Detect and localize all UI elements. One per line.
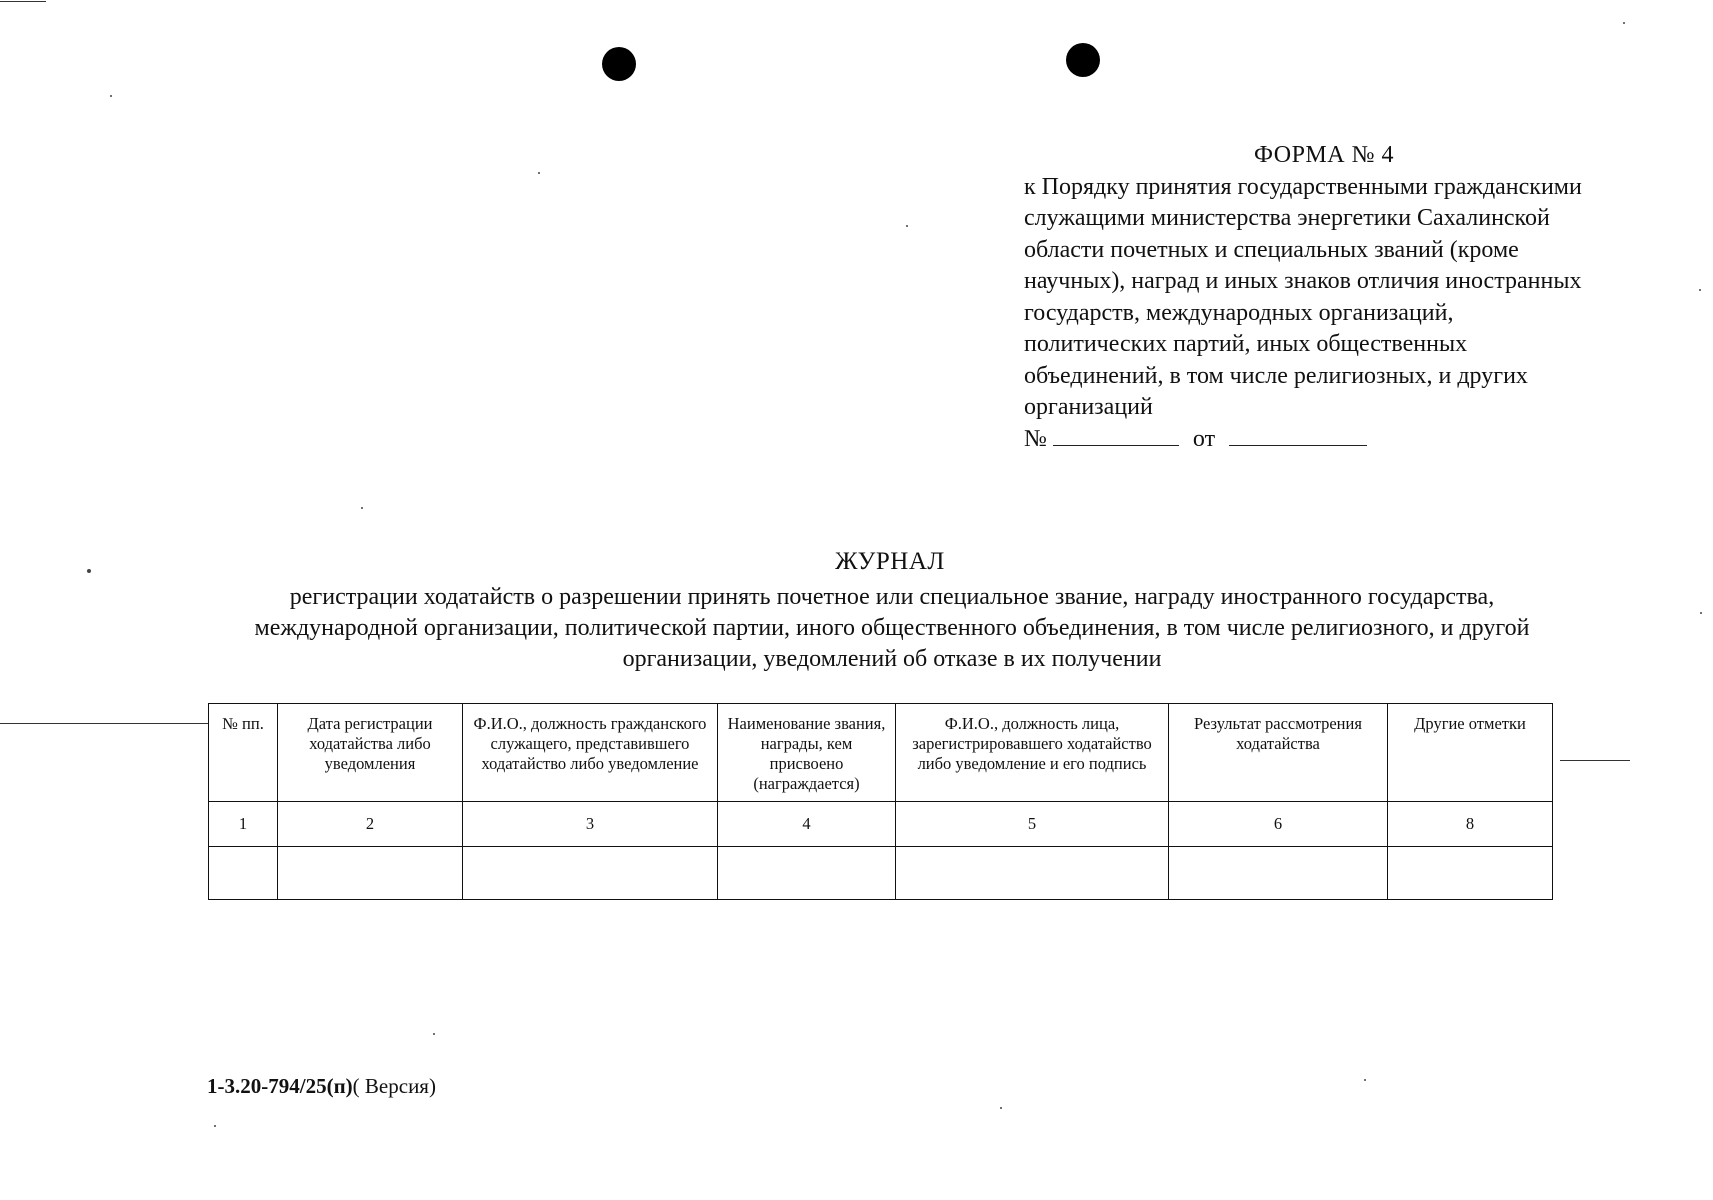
date-label: от: [1192, 425, 1216, 452]
scan-dot: [538, 172, 540, 174]
form-title: ФОРМА № 4: [1253, 142, 1394, 168]
registration-table: [208, 703, 1553, 900]
table-cell: [278, 847, 463, 900]
column-header: № пп.: [209, 704, 278, 802]
scan-dot: [361, 507, 363, 509]
journal-title: ЖУРНАЛ: [835, 548, 945, 575]
table-cell: [718, 847, 896, 900]
scan-line-right: [1560, 760, 1630, 761]
column-number: 5: [896, 802, 1169, 847]
scan-dot: [87, 569, 91, 573]
column-header: Ф.И.О., должность лица, зарегистрировавшего ходатайство либо уведомление и его подпись: [896, 704, 1169, 802]
scan-dot: [214, 1125, 216, 1127]
punch-hole-right: [1066, 43, 1100, 77]
scan-line-top: [0, 1, 46, 2]
date-blank-field: [1229, 425, 1367, 446]
table-cell: [1388, 847, 1553, 900]
scan-dot: [1000, 1107, 1002, 1109]
document-number: 1-3.20-794/25(п): [207, 1074, 353, 1098]
document-version: ( Версия): [352, 1074, 436, 1098]
column-header: Результат рассмотрения ходатайства: [1169, 704, 1388, 802]
table-cell: [209, 847, 278, 900]
column-number: 1: [209, 802, 278, 847]
form-reference-text: к Порядку принятия государственными гражданскими служащими министерства энергетики Сахалинской области почетных и специальных званий (кроме научных), наград и иных знаков отличия иностранных государств, международных организаций, политических партий, иных общественных объединений, в том числе религиозных, и других организаций: [1024, 173, 1582, 420]
table-cell: [896, 847, 1169, 900]
scan-dot: [1700, 612, 1702, 614]
scan-line-left: [0, 723, 208, 724]
form-number-line: [1024, 424, 1584, 456]
table-cell: [463, 847, 718, 900]
scan-dot: [1623, 22, 1625, 24]
scan-dot: [1364, 1079, 1366, 1081]
scan-dot: [906, 225, 908, 227]
scan-dot: [433, 1033, 435, 1035]
column-number: 4: [718, 802, 896, 847]
table-row: [209, 847, 1553, 900]
document-code: [207, 1074, 436, 1099]
column-header: Ф.И.О., должность гражданского служащего, представившего ходатайство либо уведомление: [463, 704, 718, 802]
column-number-row: [209, 802, 1553, 847]
column-number: 3: [463, 802, 718, 847]
number-label: №: [1024, 425, 1047, 452]
column-number: 8: [1388, 802, 1553, 847]
column-header: Наименование звания, награды, кем присвоено (награждается): [718, 704, 896, 802]
column-number: 6: [1169, 802, 1388, 847]
punch-hole-left: [602, 47, 636, 81]
scan-dot: [110, 95, 112, 97]
table-cell: [1169, 847, 1388, 900]
table-header-row: [209, 704, 1553, 802]
scan-dot: [1699, 289, 1701, 291]
column-header: Другие отметки: [1388, 704, 1553, 802]
column-number: 2: [278, 802, 463, 847]
column-header: Дата регистрации ходатайства либо уведомления: [278, 704, 463, 802]
number-blank-field: [1053, 425, 1179, 446]
journal-subtitle: регистрации ходатайств о разрешении принять почетное или специальное звание, награду иностранного государства, международной организации, политической партии, иного общественного объединения, в том числе религиозного, и другой организации, уведомлений об отказе в их получении: [254, 584, 1530, 672]
form-header: [1024, 140, 1584, 455]
